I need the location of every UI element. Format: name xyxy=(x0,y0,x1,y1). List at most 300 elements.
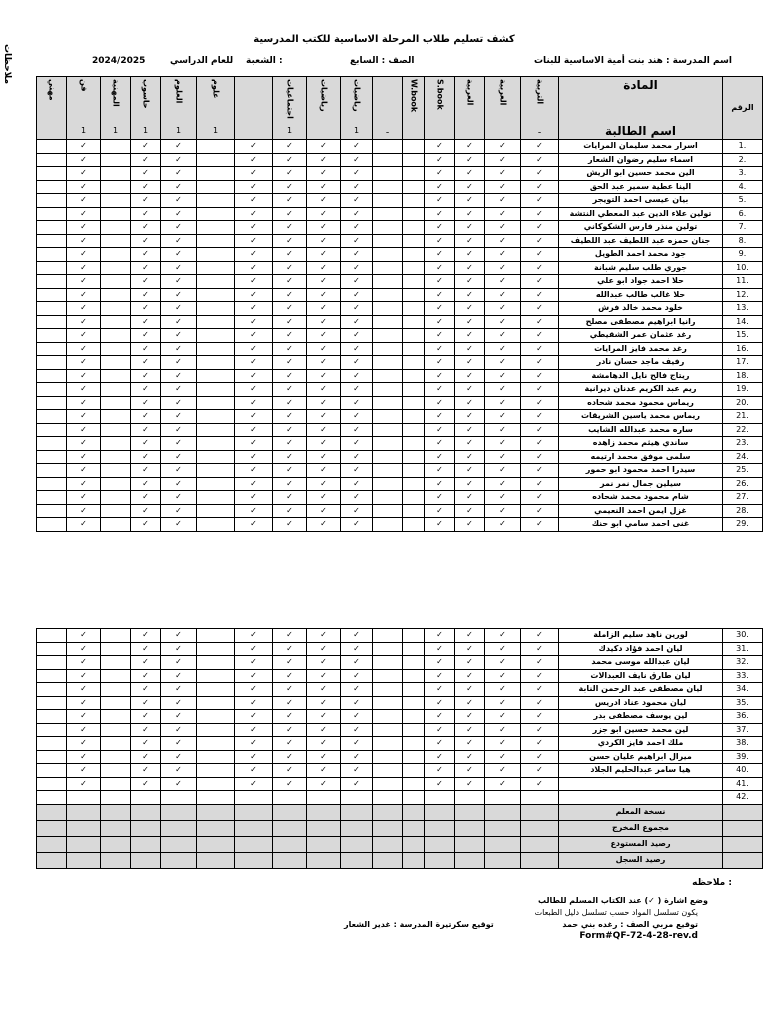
subject-header xyxy=(455,77,485,140)
check-cell xyxy=(101,302,131,316)
check-cell xyxy=(373,383,403,397)
check-cell: ✓ xyxy=(235,423,273,437)
check-cell: ✓ xyxy=(341,369,373,383)
check-cell xyxy=(37,410,67,424)
row-number: 29. xyxy=(723,518,763,532)
row-number: 30. xyxy=(723,629,763,643)
check-cell xyxy=(403,791,425,805)
check-cell xyxy=(373,750,403,764)
check-cell xyxy=(373,437,403,451)
summary-cell xyxy=(235,820,273,836)
check-cell: ✓ xyxy=(425,750,455,764)
subject-label: حاسوب xyxy=(141,79,151,109)
check-cell: ✓ xyxy=(485,764,521,778)
check-cell: ✓ xyxy=(67,669,101,683)
check-cell xyxy=(37,642,67,656)
check-cell: ✓ xyxy=(235,450,273,464)
check-cell: ✓ xyxy=(425,194,455,208)
check-cell: ✓ xyxy=(485,518,521,532)
check-cell: ✓ xyxy=(341,410,373,424)
table-row xyxy=(37,764,763,778)
student-name: رانيا ابراهيم مصطفى مصلح xyxy=(559,315,723,329)
table-row xyxy=(37,248,763,262)
check-cell: ✓ xyxy=(425,504,455,518)
check-cell xyxy=(403,248,425,262)
check-cell: ✓ xyxy=(161,491,197,505)
summary-cell xyxy=(455,804,485,820)
check-cell xyxy=(197,180,235,194)
check-cell: ✓ xyxy=(161,153,197,167)
check-cell xyxy=(403,656,425,670)
check-cell xyxy=(37,464,67,478)
check-cell: ✓ xyxy=(131,450,161,464)
check-cell: ✓ xyxy=(341,437,373,451)
subject-label: رياضيات xyxy=(319,79,329,112)
check-cell xyxy=(101,153,131,167)
check-cell xyxy=(197,696,235,710)
check-cell: ✓ xyxy=(341,491,373,505)
check-cell: ✓ xyxy=(485,777,521,791)
check-cell: ✓ xyxy=(161,723,197,737)
check-cell xyxy=(101,764,131,778)
check-cell xyxy=(373,369,403,383)
check-cell: ✓ xyxy=(67,777,101,791)
check-cell xyxy=(235,791,273,805)
check-cell: ✓ xyxy=(67,642,101,656)
check-cell: ✓ xyxy=(161,423,197,437)
check-cell: ✓ xyxy=(273,504,307,518)
check-cell xyxy=(373,342,403,356)
check-cell: ✓ xyxy=(521,221,559,235)
check-cell xyxy=(197,234,235,248)
check-cell: ✓ xyxy=(521,437,559,451)
check-cell: ✓ xyxy=(307,477,341,491)
student-name: الين محمد حسين ابو الريش xyxy=(559,167,723,181)
check-cell: ✓ xyxy=(455,696,485,710)
check-cell xyxy=(403,342,425,356)
check-cell xyxy=(521,791,559,805)
check-cell: ✓ xyxy=(307,140,341,154)
student-name: لين يوسف مصطفى بدر xyxy=(559,710,723,724)
check-cell: ✓ xyxy=(341,356,373,370)
subject-header xyxy=(373,77,403,140)
check-cell: ✓ xyxy=(485,153,521,167)
check-cell xyxy=(373,791,403,805)
table-row xyxy=(37,153,763,167)
subject-mark: 1 xyxy=(112,126,119,135)
subject-mark: 1 xyxy=(212,126,219,135)
check-cell: ✓ xyxy=(307,369,341,383)
check-cell: ✓ xyxy=(455,410,485,424)
check-cell: ✓ xyxy=(273,737,307,751)
check-cell: ✓ xyxy=(235,764,273,778)
row-number: 42. xyxy=(723,791,763,805)
check-cell xyxy=(37,329,67,343)
check-cell: ✓ xyxy=(307,329,341,343)
check-cell xyxy=(101,450,131,464)
check-cell: ✓ xyxy=(485,221,521,235)
check-cell xyxy=(37,396,67,410)
check-cell: ✓ xyxy=(425,518,455,532)
check-cell: ✓ xyxy=(131,234,161,248)
check-cell xyxy=(373,777,403,791)
table-row xyxy=(37,669,763,683)
name-header xyxy=(559,77,723,140)
subject-header xyxy=(273,77,307,140)
summary-row xyxy=(37,804,763,820)
summary-label: نسخة المعلم xyxy=(559,804,723,820)
table-row xyxy=(37,723,763,737)
check-cell: ✓ xyxy=(485,504,521,518)
student-name: ميرال ابراهيم عليان حسن xyxy=(559,750,723,764)
check-cell xyxy=(373,423,403,437)
check-cell: ✓ xyxy=(161,410,197,424)
check-cell: ✓ xyxy=(455,275,485,289)
check-cell: ✓ xyxy=(67,221,101,235)
check-cell: ✓ xyxy=(455,302,485,316)
table-row xyxy=(37,750,763,764)
check-cell xyxy=(37,275,67,289)
check-cell xyxy=(37,180,67,194)
check-cell: ✓ xyxy=(425,140,455,154)
check-cell: ✓ xyxy=(131,656,161,670)
check-cell xyxy=(37,450,67,464)
summary-cell xyxy=(161,804,197,820)
check-cell: ✓ xyxy=(485,194,521,208)
row-number: 19. xyxy=(723,383,763,397)
check-cell: ✓ xyxy=(273,194,307,208)
check-cell: ✓ xyxy=(425,777,455,791)
check-cell xyxy=(341,791,373,805)
row-number xyxy=(723,820,763,836)
check-cell: ✓ xyxy=(521,710,559,724)
check-cell xyxy=(197,410,235,424)
check-cell: ✓ xyxy=(235,383,273,397)
check-cell xyxy=(37,288,67,302)
row-number: 17. xyxy=(723,356,763,370)
check-cell xyxy=(101,464,131,478)
student-name: رغد عثمان عمر الشقيطي xyxy=(559,329,723,343)
check-cell xyxy=(197,329,235,343)
check-cell: ✓ xyxy=(425,302,455,316)
table-row xyxy=(37,791,763,805)
subject-header xyxy=(521,77,559,140)
check-cell: ✓ xyxy=(273,329,307,343)
check-cell: ✓ xyxy=(307,683,341,697)
check-cell: ✓ xyxy=(67,410,101,424)
check-cell: ✓ xyxy=(455,342,485,356)
check-cell: ✓ xyxy=(235,629,273,643)
check-cell: ✓ xyxy=(485,437,521,451)
summary-cell xyxy=(101,852,131,868)
check-cell: ✓ xyxy=(425,315,455,329)
check-cell xyxy=(403,383,425,397)
check-cell xyxy=(197,723,235,737)
check-cell: ✓ xyxy=(521,464,559,478)
check-cell: ✓ xyxy=(67,167,101,181)
check-cell: ✓ xyxy=(161,669,197,683)
check-cell: ✓ xyxy=(455,464,485,478)
check-cell: ✓ xyxy=(341,302,373,316)
check-cell: ✓ xyxy=(307,450,341,464)
check-cell: ✓ xyxy=(521,518,559,532)
check-cell xyxy=(373,723,403,737)
check-cell xyxy=(197,669,235,683)
check-cell: ✓ xyxy=(455,207,485,221)
check-cell xyxy=(37,491,67,505)
check-cell: ✓ xyxy=(235,369,273,383)
check-cell: ✓ xyxy=(307,410,341,424)
check-cell: ✓ xyxy=(425,356,455,370)
row-number: 38. xyxy=(723,737,763,751)
check-cell: ✓ xyxy=(235,777,273,791)
check-cell: ✓ xyxy=(341,710,373,724)
check-cell: ✓ xyxy=(425,764,455,778)
check-cell xyxy=(197,153,235,167)
check-cell xyxy=(373,315,403,329)
subject-header xyxy=(161,77,197,140)
check-cell: ✓ xyxy=(341,275,373,289)
summary-cell xyxy=(341,836,373,852)
check-cell: ✓ xyxy=(235,437,273,451)
check-cell: ✓ xyxy=(307,275,341,289)
check-cell: ✓ xyxy=(161,248,197,262)
check-cell: ✓ xyxy=(273,153,307,167)
check-cell xyxy=(403,723,425,737)
summary-cell xyxy=(131,820,161,836)
check-cell xyxy=(37,140,67,154)
table-row xyxy=(37,369,763,383)
check-cell xyxy=(197,791,235,805)
check-cell: ✓ xyxy=(67,464,101,478)
check-cell: ✓ xyxy=(307,750,341,764)
check-cell xyxy=(101,194,131,208)
student-name: سيدرا احمد محمود ابو حمور xyxy=(559,464,723,478)
check-cell: ✓ xyxy=(485,450,521,464)
check-cell: ✓ xyxy=(425,234,455,248)
summary-cell xyxy=(273,836,307,852)
check-cell: ✓ xyxy=(67,153,101,167)
check-cell: ✓ xyxy=(273,369,307,383)
check-cell: ✓ xyxy=(161,315,197,329)
check-cell: ✓ xyxy=(307,491,341,505)
check-cell: ✓ xyxy=(235,464,273,478)
summary-cell xyxy=(403,804,425,820)
check-cell: ✓ xyxy=(235,396,273,410)
check-cell: ✓ xyxy=(521,167,559,181)
check-cell: ✓ xyxy=(235,410,273,424)
check-cell xyxy=(101,315,131,329)
row-number: 31. xyxy=(723,642,763,656)
summary-cell xyxy=(485,852,521,868)
subject-label: العربية xyxy=(465,79,475,106)
check-cell xyxy=(373,221,403,235)
row-number: 40. xyxy=(723,764,763,778)
table-row xyxy=(37,518,763,532)
check-cell: ✓ xyxy=(161,275,197,289)
check-cell: ✓ xyxy=(161,342,197,356)
check-cell xyxy=(67,791,101,805)
check-cell xyxy=(373,450,403,464)
check-cell xyxy=(101,656,131,670)
check-cell: ✓ xyxy=(161,683,197,697)
check-cell xyxy=(197,504,235,518)
row-number: 1. xyxy=(723,140,763,154)
check-cell xyxy=(403,750,425,764)
check-cell: ✓ xyxy=(341,464,373,478)
table-row xyxy=(37,302,763,316)
check-cell xyxy=(101,410,131,424)
check-cell: ✓ xyxy=(307,234,341,248)
check-cell: ✓ xyxy=(485,642,521,656)
check-cell xyxy=(403,683,425,697)
check-cell xyxy=(403,777,425,791)
summary-cell xyxy=(101,804,131,820)
check-cell xyxy=(37,221,67,235)
check-cell xyxy=(37,437,67,451)
check-cell xyxy=(37,153,67,167)
check-cell: ✓ xyxy=(273,450,307,464)
summary-cell xyxy=(101,820,131,836)
check-cell: ✓ xyxy=(131,437,161,451)
check-cell: ✓ xyxy=(341,656,373,670)
summary-row xyxy=(37,820,763,836)
check-cell xyxy=(197,450,235,464)
check-cell: ✓ xyxy=(485,750,521,764)
student-name: ليان عبدالله موسى محمد xyxy=(559,656,723,670)
check-cell: ✓ xyxy=(273,683,307,697)
check-cell: ✓ xyxy=(455,423,485,437)
note-line-2: يكون تسلسل المواد حسب تسلسل دليل الطبعات xyxy=(534,908,698,917)
table-row xyxy=(37,504,763,518)
subject-label: رياضيات xyxy=(352,79,362,112)
row-number: 33. xyxy=(723,669,763,683)
table-row xyxy=(37,167,763,181)
check-cell xyxy=(403,710,425,724)
summary-cell xyxy=(307,852,341,868)
check-cell xyxy=(197,491,235,505)
subject-mark: ـ xyxy=(386,126,389,135)
header-row xyxy=(37,77,763,140)
check-cell xyxy=(403,194,425,208)
check-cell: ✓ xyxy=(67,629,101,643)
name-title: اسم الطالبة xyxy=(605,124,676,138)
check-cell: ✓ xyxy=(521,491,559,505)
number-header: الرقم xyxy=(723,77,763,140)
row-number: 34. xyxy=(723,683,763,697)
check-cell: ✓ xyxy=(307,221,341,235)
row-number: 27. xyxy=(723,491,763,505)
student-name: خلود محمد خالد فرش xyxy=(559,302,723,316)
check-cell: ✓ xyxy=(67,234,101,248)
check-cell xyxy=(197,369,235,383)
check-cell: ✓ xyxy=(67,329,101,343)
summary-cell xyxy=(67,852,101,868)
check-cell: ✓ xyxy=(341,383,373,397)
check-cell xyxy=(373,464,403,478)
table-row xyxy=(37,261,763,275)
table-row xyxy=(37,491,763,505)
check-cell xyxy=(101,342,131,356)
check-cell: ✓ xyxy=(67,302,101,316)
check-cell: ✓ xyxy=(273,656,307,670)
check-cell: ✓ xyxy=(67,396,101,410)
subject-header xyxy=(307,77,341,140)
check-cell xyxy=(373,167,403,181)
check-cell xyxy=(101,629,131,643)
summary-cell xyxy=(67,820,101,836)
check-cell: ✓ xyxy=(485,669,521,683)
check-cell: ✓ xyxy=(455,167,485,181)
row-number: 7. xyxy=(723,221,763,235)
check-cell: ✓ xyxy=(161,396,197,410)
check-cell: ✓ xyxy=(521,723,559,737)
check-cell xyxy=(197,642,235,656)
page-title: كشف تسليم طلاب المرحلة الاساسية للكتب المدرسية xyxy=(253,34,515,45)
check-cell xyxy=(197,518,235,532)
check-cell: ✓ xyxy=(307,504,341,518)
check-cell: ✓ xyxy=(341,288,373,302)
check-cell xyxy=(37,504,67,518)
check-cell xyxy=(197,315,235,329)
check-cell xyxy=(37,737,67,751)
check-cell: ✓ xyxy=(341,642,373,656)
check-cell xyxy=(101,288,131,302)
check-cell: ✓ xyxy=(455,329,485,343)
check-cell: ✓ xyxy=(425,437,455,451)
student-name: رفيف ماجد حسان نادر xyxy=(559,356,723,370)
check-cell xyxy=(485,791,521,805)
check-cell xyxy=(403,518,425,532)
check-cell: ✓ xyxy=(307,629,341,643)
summary-label: رصيد السجل xyxy=(559,852,723,868)
check-cell xyxy=(101,207,131,221)
check-cell: ✓ xyxy=(485,491,521,505)
notes-side-label: ملاحظات xyxy=(2,44,12,85)
row-number xyxy=(723,852,763,868)
check-cell xyxy=(403,234,425,248)
check-cell: ✓ xyxy=(161,464,197,478)
table-row xyxy=(37,710,763,724)
check-cell xyxy=(403,477,425,491)
summary-cell xyxy=(373,852,403,868)
check-cell: ✓ xyxy=(131,342,161,356)
check-cell: ✓ xyxy=(273,167,307,181)
check-cell: ✓ xyxy=(273,275,307,289)
check-cell: ✓ xyxy=(131,464,161,478)
summary-cell xyxy=(197,836,235,852)
check-cell: ✓ xyxy=(235,302,273,316)
check-cell xyxy=(197,342,235,356)
row-number: 39. xyxy=(723,750,763,764)
check-cell: ✓ xyxy=(521,777,559,791)
check-cell xyxy=(373,140,403,154)
check-cell: ✓ xyxy=(485,710,521,724)
check-cell xyxy=(373,656,403,670)
check-cell xyxy=(37,234,67,248)
subject-header xyxy=(67,77,101,140)
summary-cell xyxy=(37,820,67,836)
check-cell xyxy=(37,383,67,397)
table-row xyxy=(37,437,763,451)
check-cell xyxy=(425,791,455,805)
check-cell: ✓ xyxy=(161,167,197,181)
check-cell: ✓ xyxy=(235,234,273,248)
table-row xyxy=(37,696,763,710)
row-number: 13. xyxy=(723,302,763,316)
student-name: ريتاج فالح نايل الدهامشة xyxy=(559,369,723,383)
check-cell xyxy=(197,248,235,262)
